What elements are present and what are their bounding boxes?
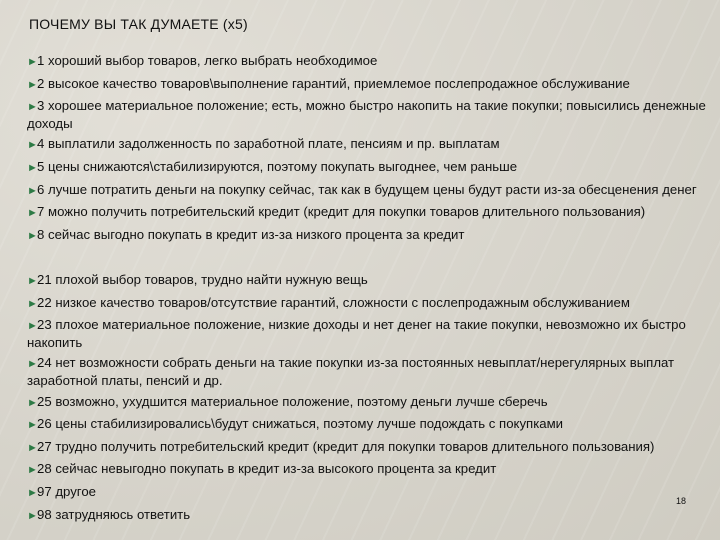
list-item	[27, 204, 717, 222]
list-item	[27, 484, 717, 502]
list-item	[27, 317, 717, 350]
bullet-arrow-icon: ►	[27, 419, 38, 432]
list-item-text: 28 сейчас невыгодно покупать в кредит из-за высокого процента за кредит	[37, 461, 497, 477]
list-item	[27, 355, 717, 388]
list-item-text: 7 можно получить потребительский кредит (кредит для покупки товаров длительного пользования)	[37, 204, 646, 220]
list-item-text: 2 высокое качество товаров\выполнение гарантий, приемлемое послепродажное обслуживание	[37, 75, 630, 91]
list-item-text: 4 выплатили задолженность по заработной плате, пенсиям и пр. выплатам	[37, 136, 500, 152]
bullet-arrow-icon: ►	[27, 161, 38, 174]
list-item	[27, 98, 717, 131]
list-item-text: 25 возможно, ухудшится материальное положение, поэтому деньги лучше сберечь	[37, 393, 548, 409]
positive-reasons-list	[27, 53, 717, 249]
list-item-text: 27 трудно получить потребительский кредит (кредит для покупки товаров длительного пользования)	[37, 438, 655, 454]
bullet-arrow-icon: ►	[27, 486, 38, 499]
bullet-arrow-icon: ►	[27, 509, 38, 522]
list-item-text: 22 низкое качество товаров/отсутствие гарантий, сложности с послепродажным обслуживанием	[37, 294, 630, 310]
list-item	[27, 507, 717, 525]
bullet-arrow-icon: ►	[27, 56, 38, 68]
bullet-arrow-icon: ►	[27, 229, 38, 242]
bullet-arrow-icon: ►	[27, 184, 38, 197]
list-item	[27, 439, 717, 457]
list-item	[27, 159, 717, 177]
list-item	[27, 76, 717, 94]
list-item-text: 1 хороший выбор товаров, легко выбрать необходимое	[37, 53, 378, 68]
list-item-text: 24 нет возможности собрать деньги на такие покупки из-за постоянных невыплат/нерегулярных выплат заработной платы, пенсий и др.	[27, 355, 675, 388]
list-item-text: 98 затрудняюсь ответить	[37, 506, 191, 522]
list-item-text: 8 сейчас выгодно покупать в кредит из-за низкого процента за кредит	[37, 226, 465, 242]
list-item-text: 21 плохой выбор товаров, трудно найти нужную вещь	[37, 272, 368, 287]
page-number: 18	[676, 496, 687, 506]
list-item	[27, 182, 717, 200]
list-item	[27, 136, 717, 154]
bullet-arrow-icon: ►	[27, 441, 38, 454]
list-item	[27, 416, 717, 434]
bullet-arrow-icon: ►	[27, 320, 38, 333]
list-item	[27, 272, 717, 290]
negative-reasons-list	[27, 272, 717, 529]
slide-title: ПОЧЕМУ ВЫ ТАК ДУМАЕТЕ (х5)	[29, 16, 248, 32]
bullet-arrow-icon: ►	[27, 207, 38, 220]
bullet-arrow-icon: ►	[27, 464, 38, 477]
list-item-text: 23 плохое материальное положение, низкие доходы и нет денег на такие покупки, невозможно их быстро накопить	[27, 317, 686, 350]
list-item	[27, 53, 717, 71]
bullet-arrow-icon: ►	[27, 78, 38, 91]
list-item-text: 6 лучше потратить деньги на покупку сейчас, так как в будущем цены будут расти из-за обесценения денег	[37, 181, 697, 197]
list-item-text: 3 хорошее материальное положение; есть, можно быстро накопить на такие покупки; повысились денежные доходы	[27, 98, 706, 131]
list-item-text: 97 другое	[37, 483, 96, 499]
bullet-arrow-icon: ►	[27, 275, 38, 287]
bullet-arrow-icon: ►	[27, 297, 38, 310]
list-item-text: 26 цены стабилизировались\будут снижаться, поэтому лучше подождать с покупками	[37, 416, 564, 432]
list-item-text: 5 цены снижаются\стабилизируются, поэтому покупать выгоднее, чем раньше	[37, 158, 518, 174]
bullet-arrow-icon: ►	[27, 101, 38, 114]
bullet-arrow-icon: ►	[27, 139, 38, 152]
list-item	[27, 295, 717, 313]
list-item	[27, 227, 717, 245]
list-item	[27, 394, 717, 412]
list-item	[27, 461, 717, 479]
bullet-arrow-icon: ►	[27, 396, 38, 409]
bullet-arrow-icon: ►	[27, 358, 38, 371]
